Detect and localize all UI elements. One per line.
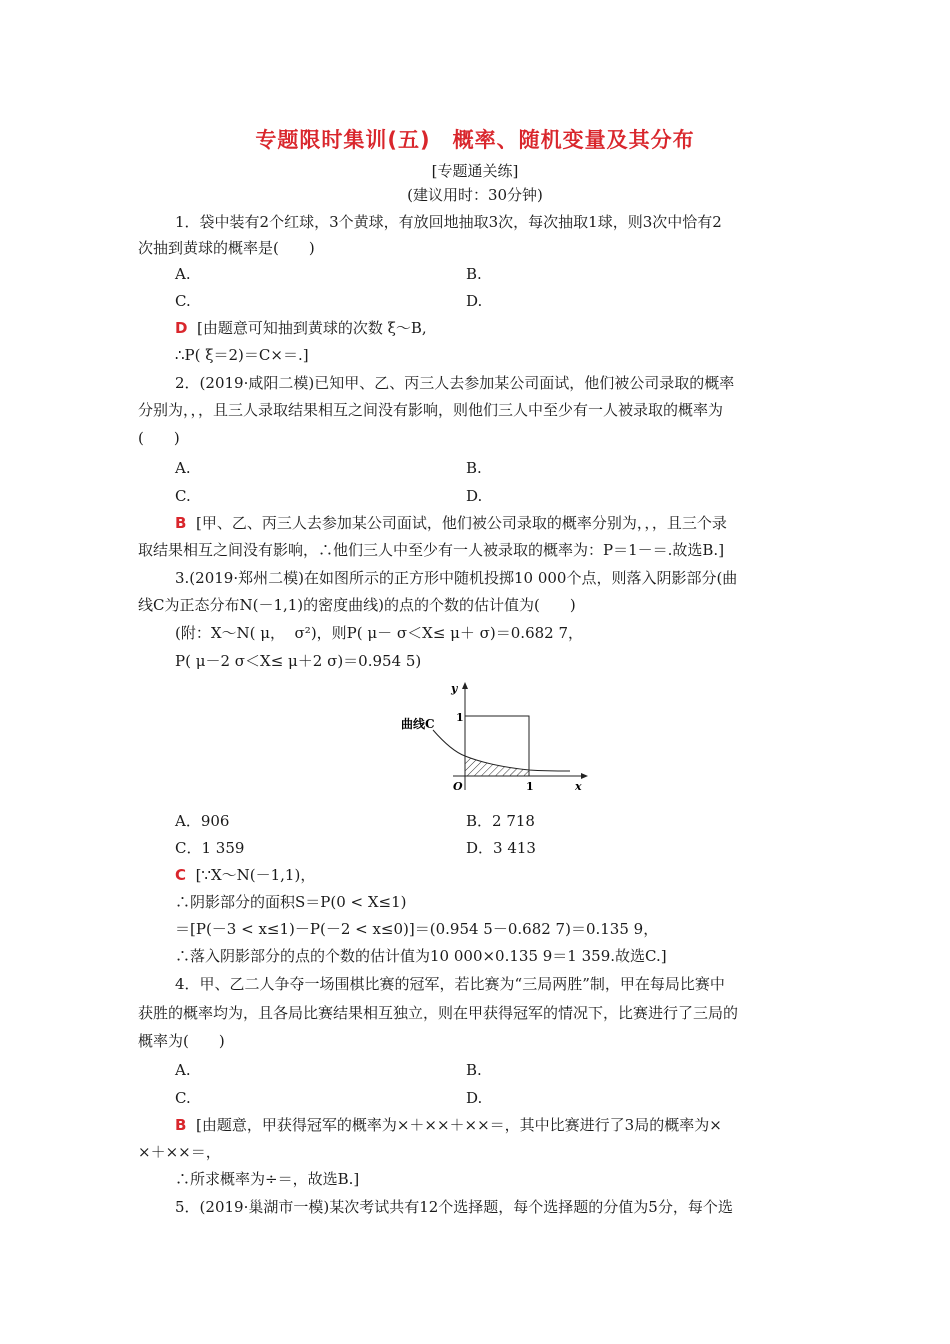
q4-option-d: D.	[466, 1089, 483, 1107]
q1-solution-text: [由题意可知抽到黄球的次数 ξ～B,	[197, 319, 427, 337]
q4-solution-line2: ×＋××＝，	[138, 1143, 221, 1161]
q4-option-b: B.	[466, 1061, 482, 1079]
page-title: 专题限时集训(五) 概率、随机变量及其分布	[255, 128, 695, 152]
q4-stem-line1: 4．甲、乙二人争夺一场围棋比赛的冠军，若比赛为“三局两胜”制，甲在每局比赛中	[175, 975, 725, 993]
q4-option-c: C.	[175, 1089, 191, 1107]
q4-solution-line1	[175, 1115, 722, 1135]
x-axis-arrow	[581, 773, 588, 779]
q2-stem-line2: 分别为，，，且三人录取结果相互之间没有影响，则他们三人中至少有一人被录取的概率为	[138, 401, 724, 419]
q1-answer: D	[175, 319, 188, 337]
q3-solution-line3: ＝[P(－3 < x≤1)－P(－2 < x≤0)]＝(0.954 5－0.682 7)＝0.135 9，	[175, 920, 659, 938]
q4-stem-line2: 获胜的概率均为，且各局比赛结果相互独立，则在甲获得冠军的情况下，比赛进行了三局的	[138, 1004, 739, 1022]
q3-solution-line1	[175, 865, 315, 885]
x-axis-label: x	[575, 780, 582, 793]
curve-c	[433, 730, 570, 771]
q1-option-d: D.	[466, 292, 483, 310]
q4-option-a: A.	[175, 1061, 191, 1079]
q2-solution-line1	[175, 513, 727, 533]
q4-stem-line3: 概率为( )	[138, 1032, 225, 1050]
q2-answer: B	[175, 514, 187, 532]
q1-option-a: A.	[175, 265, 191, 283]
q4-solution-text: [由题意，甲获得冠军的概率为×＋××＋××＝，其中比赛进行了3局的概率为×	[195, 1116, 722, 1134]
q3-stem-line2: 线C为正态分布N(－1,1)的密度曲线)的点的个数的估计值为( )	[138, 596, 576, 614]
q2-option-a: A.	[175, 459, 191, 477]
q3-appendix-line1: (附：X～N( μ， σ²)，则P( μ－ σ＜X≤ μ＋ σ)＝0.682 7，	[175, 624, 584, 642]
q3-solution-line2: ∴阴影部分的面积S＝P(0 < X≤1)	[175, 893, 407, 911]
q3-option-d: D．3 413	[466, 839, 536, 857]
q4-solution-line3: ∴所求概率为÷＝，故选B.]	[175, 1170, 360, 1188]
q2-stem-line1: 2．(2019·咸阳二模)已知甲、乙、丙三人去参加某公司面试，他们被公司录取的概率	[175, 374, 735, 392]
q5-stem-line1: 5．(2019·巢湖市一模)某次考试共有12个选择题，每个选择题的分值为5分，每个选	[175, 1198, 733, 1216]
x-tick-label: 1	[526, 780, 534, 793]
y-axis-arrow	[462, 682, 468, 689]
y-axis-label: y	[451, 682, 458, 695]
q1-solution-line2: ∴P( ξ＝2)＝C×＝.]	[175, 346, 309, 364]
section-label: [专题通关练]	[431, 162, 519, 180]
q1-option-b: B.	[466, 265, 482, 283]
q3-option-c: C．1 359	[175, 839, 245, 857]
q2-solution-text: [甲、乙、丙三人去参加某公司面试，他们被公司录取的概率分别为，，，且三个录	[195, 514, 727, 532]
q1-stem-line2: 次抽到黄球的概率是( )	[138, 239, 315, 257]
q2-option-b: B.	[466, 459, 482, 477]
q1-option-c: C.	[175, 292, 191, 310]
q1-solution-line1	[175, 318, 427, 338]
q3-answer: C	[175, 866, 187, 884]
q2-stem-line3: ( )	[138, 429, 180, 447]
y-tick-label: 1	[456, 711, 464, 724]
time-note: (建议用时：30分钟)	[407, 186, 543, 204]
q3-solution-line4: ∴落入阴影部分的点的个数的估计值为10 000×0.135 9＝1 359.故选C.]	[175, 947, 667, 965]
curve-label: 曲线C	[401, 717, 435, 731]
q2-option-d: D.	[466, 487, 483, 505]
q3-option-b: B．2 718	[466, 812, 535, 830]
q3-option-a: A．906	[175, 812, 230, 830]
q1-stem-line1: 1．袋中装有2个红球，3个黄球，有放回地抽取3次，每次抽取1球，则3次中恰有2	[175, 213, 722, 231]
normal-curve-figure	[395, 678, 595, 798]
q3-stem-line1: 3.(2019·郑州二模)在如图所示的正方形中随机投掷10 000个点，则落入阴影部分(曲	[175, 569, 738, 587]
q3-solution-text: [∵X～N(－1,1)，	[195, 866, 316, 884]
origin-label: O	[453, 780, 463, 793]
q3-appendix-line2: P( μ－2 σ＜X≤ μ＋2 σ)＝0.954 5)	[175, 652, 422, 670]
q2-option-c: C.	[175, 487, 191, 505]
q2-solution-line2: 取结果相互之间没有影响，∴他们三人中至少有一人被录取的概率为：P＝1－＝.故选B.]	[138, 541, 725, 559]
q4-answer: B	[175, 1116, 187, 1134]
